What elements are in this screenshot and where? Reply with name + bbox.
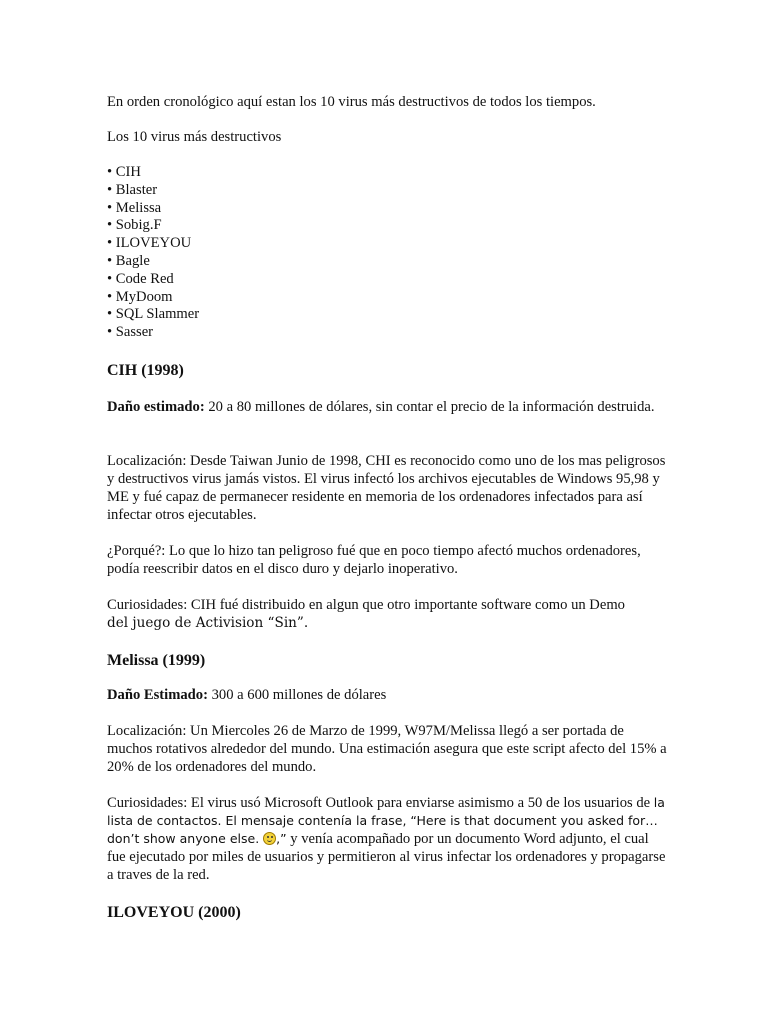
- cih-location: Localización: Desde Taiwan Junio de 1998, CHI es reconocido como uno de los mas peligrosos y destructivos virus jamás vistos. El virus infectó los archivos ejecutables de Windows 95,98 y ME y fué capaz de permanecer residente en memoria de los ordenadores infectados para así infectar otros ejecutables.: [107, 453, 666, 523]
- melissa-damage: [107, 686, 667, 704]
- curiosities-text: y venía acompañado por un documento Word adjunto, el cual fue ejecutado por miles de usuarios y permitieron al virus infectar los ordenadores y propagarse a traves de la red.: [107, 831, 666, 883]
- list-item: • MyDoom: [107, 288, 173, 305]
- cih-curiosities: [107, 596, 667, 632]
- cih-why: ¿Porqué?: Lo que lo hizo tan peligroso fué que en poco tiempo afectó muchos ordenadores, podía reescribir datos en el disco duro y dejarlo inoperativo.: [107, 543, 641, 577]
- melissa-location: Localización: Un Miercoles 26 de Marzo de 1999, W97M/Melissa llegó a ser portada de muchos rotativos alrededor del mundo. Una estimación asegura que este script afecto del 15% a 20% de los ordenadores del mundo.: [107, 723, 667, 775]
- damage-text: 20 a 80 millones de dólares, sin contar el precio de la información destruida.: [204, 399, 655, 415]
- curiosities-quote: la lista de contactos. El mensaje contenía la frase, “Here is that document you asked for…don’t show anyone else.: [107, 795, 665, 846]
- smiley-icon: [263, 832, 276, 845]
- virus-list: [107, 164, 667, 342]
- list-item: • Code Red: [107, 270, 174, 287]
- list-title: Los 10 virus más destructivos: [107, 129, 282, 145]
- list-item: • Blaster: [107, 181, 158, 198]
- section-heading-iloveyou: ILOVEYOU (2000): [107, 904, 241, 921]
- list-item: • CIH: [107, 164, 141, 180]
- cih-damage: [107, 398, 667, 416]
- section-heading-melissa: Melissa (1999): [107, 652, 206, 669]
- damage-text: 300 a 600 millones de dólares: [207, 687, 387, 703]
- curiosities-text: Curiosidades: El virus usó Microsoft Outlook para enviarse asimismo a 50 de los usuarios de: [107, 795, 654, 811]
- damage-label: Daño estimado:: [107, 399, 205, 415]
- list-item: • SQL Slammer: [107, 306, 200, 323]
- curiosities-line: Curiosidades: CIH fué distribuido en algun que otro importante software como un Demo: [107, 597, 625, 613]
- section-heading-cih: CIH (1998): [107, 362, 184, 379]
- list-item: • Bagle: [107, 252, 150, 269]
- damage-label: Daño Estimado:: [107, 687, 208, 703]
- curiosities-line: del juego de Activision “Sin”.: [107, 615, 309, 631]
- curiosities-quote-end: ,”: [276, 831, 287, 846]
- melissa-curiosities: [107, 794, 667, 884]
- list-item: • ILOVEYOU: [107, 235, 192, 252]
- list-item: • Sobig.F: [107, 217, 162, 234]
- intro-paragraph: En orden cronológico aquí estan los 10 virus más destructivos de todos los tiempos.: [107, 94, 596, 110]
- list-item: • Sasser: [107, 324, 154, 341]
- list-item: • Melissa: [107, 199, 162, 216]
